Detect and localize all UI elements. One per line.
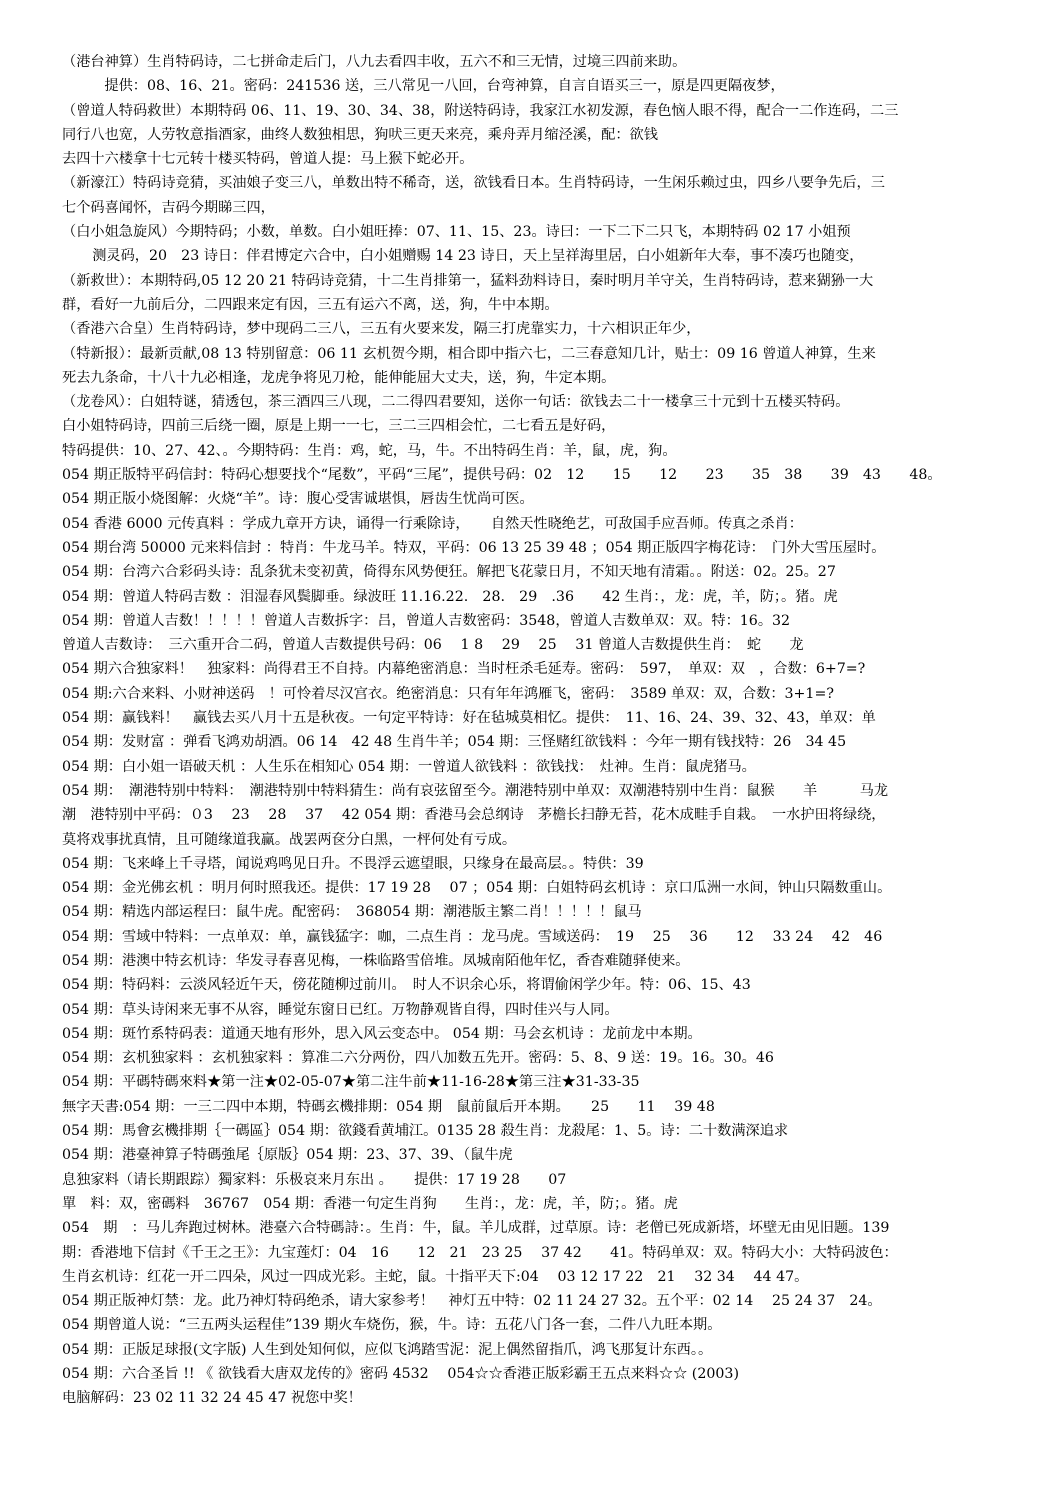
text-line: 054 期：正版足球报(文字版) 人生到处知何似，应似飞鸿踏雪泥：泥上偶然留指爪，鸿飞那复计东西。。	[62, 1341, 713, 1358]
text-line: 测灵码，20 23 诗日：伴君博定六合中，白小姐赠赐 14 23 诗日，天上呈祥海里居，白小姐新年大奉，事不凑巧也随变，	[78, 248, 864, 265]
text-line: 054 期：馬會玄機排期｛一碼區｝054 期：欲錢看黄埔江。0135 28 殺生肖：龙殺尾：1、5。诗：二十数满深追求	[62, 1123, 789, 1140]
text-line: 054 香港 6000 元传真料 ：学成九章开方诀，诵得一行乘除诗， 自然天性晓绝艺，可敌国手应吾师。传真之杀肖：	[62, 515, 803, 532]
text-line: 特码提供：10、27、42、。今期特码：生肖：鸡，蛇，马，牛。不出特码生肖：羊，鼠，虎，狗。	[62, 442, 677, 459]
text-line: （新救世）：本期特码,05 12 20 21 特码诗竞猜，十二生肖排第一，猛料劲料诗日，秦时明月羊守关，生肖特码诗，惹来猢狲一大	[62, 272, 874, 289]
text-line: 054 期：金光佛玄机 ：明月何时照我还。提供：17 19 28 07 ；054 期：白姐特码玄机诗 ：京口瓜洲一水间，钟山只隔数重山。	[62, 880, 892, 897]
text-line: 054 期：平碼特碼來料★第一注★02-05-07★第二注牛前★11-16-28★第三注★31-33-35	[62, 1074, 640, 1091]
text-line: 054 期六合独家料！ 独家料：尚得君王不自持。内幕绝密消息：当时枉杀毛延寿。密码： 597， 单双：双 ，合数：6+7=?	[62, 661, 866, 678]
text-line: 息独家料（请长期跟踪）獨家料：乐极哀来月东出 。 提供：17 19 28 07	[62, 1171, 567, 1188]
text-line: 054 期：草头诗闲来无事不从容，睡觉东窗日已红。万物静观皆自得，四时佳兴与人同。	[62, 1001, 619, 1018]
text-line: 054 期正版特平码信封：特码心想要找个“尾数”，平码“三尾”，提供号码：02 12 15 12 23 35 38 39 43 48。	[62, 467, 942, 484]
text-line: 电脑解码：23 02 11 32 24 45 47 祝您中奖！	[62, 1390, 362, 1407]
text-line: 七个码喜闻怀，吉码今期睇三四，	[62, 199, 275, 216]
text-line: （新濠江）特码诗竞猜，买油娘子变三八，单数出特不稀奇，送，欲钱看日本。生肖特码诗，一生闲乐赖过虫，四乡八要争先后，三	[62, 175, 885, 192]
text-line: 054 期：港澳中特玄机诗：华发寻春喜见梅，一株临路雪倍堆。凤城南陌他年忆，香杳难随驿使来。	[62, 952, 690, 969]
text-line: 054 期：玄机独家料 ：玄机独家料 ：算准二六分两份，四八加数五先开。密码：5、8、9 送：19。16。30。46	[62, 1050, 774, 1067]
text-line: 054 期： 潮港特别中特料： 潮港特别中特料猜生：尚有哀弦留至今。潮港特别中单双：双潮港特别中生肖：鼠猴 羊 马龙	[62, 782, 889, 799]
text-line: 054 期：飞来峰上千寻塔，闻说鸡鸣见日升。不畏浮云遮望眼，只缘身在最高层。。特供：39	[62, 855, 644, 872]
text-line: （曾道人特码救世）本期特码 06、11、19、30、34、38，附送特码诗，我家江水初发源，春色恼人眼不得，配合一二作连码，二三	[62, 102, 899, 119]
text-line: （特新报）：最新贡献,08 13 特别留意：06 11 玄机贺今期，相合即中指六七，二三春意知几计，贴士：09 16 曾道人神算，生来	[62, 345, 876, 362]
text-line: 群，看好一九前后分，二四跟来定有因，三五有运六不离，送，狗，牛中本期。	[62, 296, 559, 313]
text-line: 054 期：精选内部运程曰：鼠牛虎。配密码： 368054 期：潮港版主繁二肖！！！！！鼠马	[62, 904, 642, 921]
text-line: 單 料：双，密碼料 36767 054 期：香港一句定生肖狗 生肖：，龙：虎，羊，防；。猪。虎	[62, 1195, 678, 1212]
text-line: 054 期台湾 50000 元来料信封 ：特肖：牛龙马羊。特双，平码：06 13 25 39 48 ；054 期正版四字梅花诗： 门外大雪压屋时。	[62, 539, 886, 556]
text-line: 054 期曾道人说：“三五两头运程佳”139 期火车烧伤，猴，牛。诗：五花八门各一套，二件八九旺本期。	[62, 1317, 722, 1334]
text-line: （龙卷风）：白姐特谜，猜透包，茶三酒四三八现，二二得四君要知，送你一句话：欲钱去二十一楼拿三十元到十五楼买特码。	[62, 394, 850, 411]
text-line: 死去九条命，十八十九必相逢，龙虎争将见刀枪，能伸能屈大丈夫，送，狗，牛定本期。	[62, 369, 616, 386]
text-line: 054 期：台湾六合彩码头诗：乱条犹未变初黄，倚得东风势便狂。解把飞花蒙日月，不知天地有清霜。。附送：02。25。27	[62, 564, 836, 581]
text-line: 去四十六楼拿十七元转十楼买特码，曾道人提：马上猴下蛇必开。	[62, 151, 474, 168]
text-line: 054 期：曾道人吉数！！！！！曾道人吉数拆字：吕，曾道人吉数密码：3548，曾道人吉数单双：双。特：16。32	[62, 612, 791, 629]
text-line: 白小姐特码诗，四前三后绕一圈，原是上期一一七，三二三四相会忙，二七看五是好码，	[62, 418, 616, 435]
text-line: 提供：08、16、21。密码：241536 送，三八常见一八回，台弯神算，自言自语买三一，原是四更隔夜梦，	[76, 78, 785, 95]
text-line: 054 期：曾道人特码吉数 ：泪湿春风鬓脚垂。绿波旺 11.16.22. 28. 29 .36 42 生肖：，龙：虎，羊，防；。猪。虎	[62, 588, 838, 605]
text-line: 054 期：发财富 ：弹看飞鸿劝胡酒。06 14 42 48 生肖牛羊；054 期：三怪赌红欲钱料 ：今年一期有钱找特：26 34 45	[62, 734, 847, 751]
text-line: 期：香港地下信封《千王之王》：九宝莲灯：04 16 12 21 23 25 37 42 41。特码单双：双。特码大小：大特码波色：	[62, 1244, 898, 1261]
text-line: 054 期：白小姐一语破天机 ：人生乐在相知心 054 期：一曾道人欲钱料 ：欲钱找： 灶神。生肖：鼠虎猪马。	[62, 758, 756, 775]
text-line: 054 期：六合圣旨 !! 《 欲钱看大唐双龙传的》密码 4532 054☆☆香港正版彩霸王五点来料☆☆ (2003)	[62, 1366, 739, 1383]
text-line: 無字天書:054 期：一三二四中本期，特碼玄機排期：054 期 鼠前鼠后开本期。 25 11 39 48	[62, 1098, 715, 1115]
text-line: 054 期 ：马儿奔跑过树林。港臺六合特碼詩：。生肖：牛，鼠。羊儿成群，过草原。诗：老僧已死成新塔，坏壁无由见旧题。139	[62, 1220, 890, 1237]
text-line: 莫将戏事扰真情，且可随缘道我赢。战罢两奁分白黑，一枰何处有亏成。	[62, 831, 517, 848]
text-line: 潮 港特别中平码：０3 23 28 37 42 054 期：香港马会总纲诗 茅檐长扫静无苔，花木成畦手自栽。 一水护田将绿绕，	[62, 807, 886, 824]
text-line: （香港六合皇）生肖特码诗，梦中现码二三八，三五有火要来发，隔三打虎靠实力，十六相识正年少，	[62, 321, 701, 338]
text-line: 054 期：雪域中特料：一点单双：单，赢钱猛字：咖，二点生肖 ：龙马虎。雪域送码： 19 25 36 12 33 24 42 46	[62, 928, 883, 945]
text-line: （白小姐急旋风）今期特码；小数，单数。白小姐旺捧：07、11、15、23。诗曰：一下二下二只飞，本期特码 02 17 小姐预	[62, 224, 851, 241]
text-line: 054 期正版小烧图解：火烧“羊”。诗：腹心受害诚堪惧，唇齿生忧尚可医。	[62, 491, 534, 508]
text-line: 054 期:六合来料、小财神送码 ！可怜着尽汉宫衣。绝密消息：只有年年鸿雁飞，密码： 3589 单双：双，合数：3+1=?	[62, 685, 834, 702]
text-line: 054 期正版神灯禁：龙。此乃神灯特码绝杀，请大家参考！ 神灯五中特：02 11 24 27 32。五个平：02 14 25 24 37 24。	[62, 1293, 882, 1310]
text-line: 054 期：赢钱料！ 赢钱去买八月十五是秋夜。一句定平特诗：好在毡城莫相忆。提供： 11、16、24、39、32、43，单双：单	[62, 710, 876, 727]
text-line: 054 期：斑竹系特码表：道通天地有形外，思入风云变态中。 054 期：马会玄机诗 ：龙前龙中本期。	[62, 1025, 702, 1042]
text-line: 曾道人吉数诗： 三六重开合二码，曾道人吉数提供号码：06 1 8 29 25 31 曾道人吉数提供生肖： 蛇 龙	[62, 637, 804, 654]
text-body	[62, 50, 1052, 1411]
text-line: （港台神算）生肖特码诗，二七拼命走后门，八九去看四丰收，五六不和三无情，过境三四前来助。	[62, 54, 687, 70]
text-line: 054 期：特码料：云淡风轻近午天，傍花随柳过前川。 时人不识余心乐，将谓偷闲学少年。特：06、15、43	[62, 977, 751, 994]
text-line: 同行八也宽，人劳牧意指酒家，曲终人数独相思，狗吠三更天来亮，乘舟弄月缩泾溪，配：欲钱	[62, 126, 658, 143]
text-line: 生肖玄机诗：红花一开二四朵，风过一四成光彩。主蛇，鼠。十指平天下:04 03 12 17 22 21 32 34 44 47。	[62, 1268, 809, 1285]
text-line: 054 期：港臺神算子特碼強尾｛原版｝054 期：23、37、39、（鼠牛虎	[62, 1147, 513, 1164]
